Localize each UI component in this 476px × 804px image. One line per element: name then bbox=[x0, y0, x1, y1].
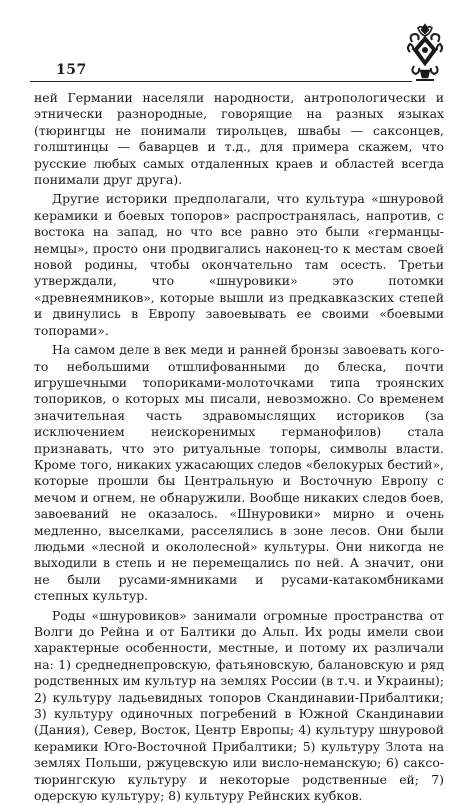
header-rule bbox=[30, 81, 412, 82]
folk-ornament-icon bbox=[404, 22, 446, 82]
paragraph: На самом деле в век меди и ранней бронзы завоевать кого-то небольшими отшлифованными до блеска, почти игрушечными топориками-молоточками типа троянских топориков, о которых мы писали, невозможно. Со временем значительная часть здравомыслящих историков (за исключением неискоренимых германофилов) стала признавать, что это ритуальные топоры, символы власти. Кроме того, никаких ужасающих следов «белокурых бестий», которые прошли бы Центральную и Восточную Европу с мечом и огнем, не обнаружили. Вообще никаких следов боев, завоеваний не оказалось. «Шнуровики» мирно и очень медленно, выселками, расселялись в зоне лесов. Они были людьми «лесной и окололесной» культуры. Они никогда не выходили в степь и не перемещались по ней. А значит, они не были русами-ямниками и русами-катакомбниками степных культур. bbox=[34, 342, 444, 604]
body-text bbox=[34, 90, 444, 804]
page-number: 157 bbox=[56, 62, 87, 78]
paragraph: ней Германии населяли народности, антропологически и этнически разнородные, говорящие на разных языках (тюрингцы не понимали тирольцев, швабы — саксонцев, голштинцы — баварцев и т.д., для примера скажем, что русские любых самых отдаленных краев и областей всегда понимали друг друга). bbox=[34, 90, 444, 188]
paragraph: Роды «шнуровиков» занимали огромные пространства от Волги до Рейна и от Балтики до Альп. Их роды имели свои характерные особенности, местные, и потому их различали на: 1) среднеднепровскую, фатьяновскую, балановскую и ряд родственных им культур на землях России (в т.ч. и Украины); 2) культуру ладьевидных топоров Скандинавии-Прибалтики; 3) культуру одиночных погребений в Южной Скандинавии (Дания), Север, Восток, Центр Европы; 4) культуру шнуровой керамики Юго-Восточной Прибалтики; 5) культуру Злота на землях Польши, ржуцевскую или висло-неманскую; 6) саксо-тюрингскую культуру и некоторые родственные ей; 7) одерскую культуру; 8) культуру Рейнских кубков. bbox=[34, 607, 444, 804]
paragraph: Другие историки предполагали, что культура «шнуровой керамики и боевых топоров» распространялась, напротив, с востока на запад, но что все равно это были «германцы-немцы», просто они продвигались наконец-то к местам своей новой родины, чтобы окончательно там осесть. Третьи утверждали, что «шнуровики» это потомки «древнеямников», которые вышли из предкавказских степей и двинулись в Европу завоевывать ее своими «боевыми топорами». bbox=[34, 191, 444, 338]
page-header bbox=[30, 62, 440, 82]
